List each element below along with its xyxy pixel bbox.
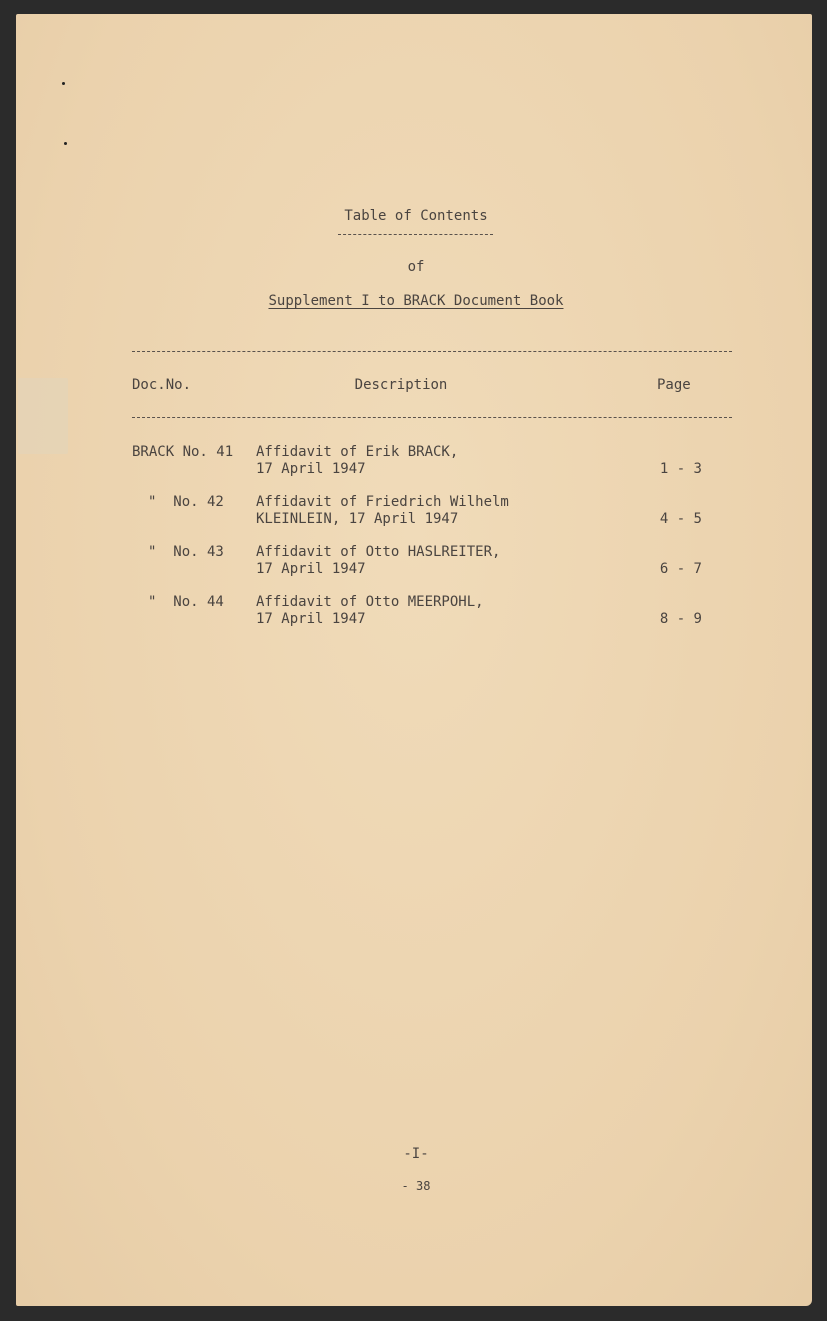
header-bottom-rule	[132, 417, 732, 418]
paper-speck	[62, 82, 65, 85]
entry-doc-no: BRACK No. 41	[132, 444, 234, 460]
entry-description-line1: Affidavit of Otto HASLREITER,	[256, 544, 501, 560]
header-top-rule	[132, 351, 732, 352]
entry-pages: 4 - 5	[659, 511, 702, 527]
entry-description-line2: 17 April 1947	[256, 611, 366, 627]
entry-description-line2: KLEINLEIN, 17 April 1947	[256, 511, 459, 527]
entry-description-line1: Affidavit of Friedrich Wilhelm	[256, 494, 509, 510]
column-header-description: Description	[354, 377, 448, 393]
entry-description-line1: Affidavit of Erik BRACK,	[256, 444, 459, 460]
entry-doc-no: " No. 44	[148, 594, 224, 610]
entry-doc-no: " No. 43	[148, 544, 224, 560]
column-header-page: Page	[657, 377, 691, 393]
footer-mark: - 38	[401, 1179, 431, 1193]
toc-subtitle: Supplement I to BRACK Document Book	[268, 293, 564, 309]
toc-title: Table of Contents	[344, 208, 488, 224]
entry-pages: 8 - 9	[659, 611, 702, 627]
page-number: -I-	[403, 1146, 429, 1162]
paper-speck	[64, 142, 67, 145]
column-header-doc-no: Doc.No.	[132, 377, 192, 393]
of-connector: of	[407, 259, 425, 275]
entry-description-line1: Affidavit of Otto MEERPOHL,	[256, 594, 484, 610]
document-page	[16, 14, 812, 1306]
entry-pages: 6 - 7	[659, 561, 702, 577]
entry-description-line2: 17 April 1947	[256, 461, 366, 477]
entry-doc-no: " No. 42	[148, 494, 224, 510]
entry-description-line2: 17 April 1947	[256, 561, 366, 577]
paper-stain	[18, 378, 68, 454]
entry-pages: 1 - 3	[659, 461, 702, 477]
title-underline	[338, 234, 493, 235]
